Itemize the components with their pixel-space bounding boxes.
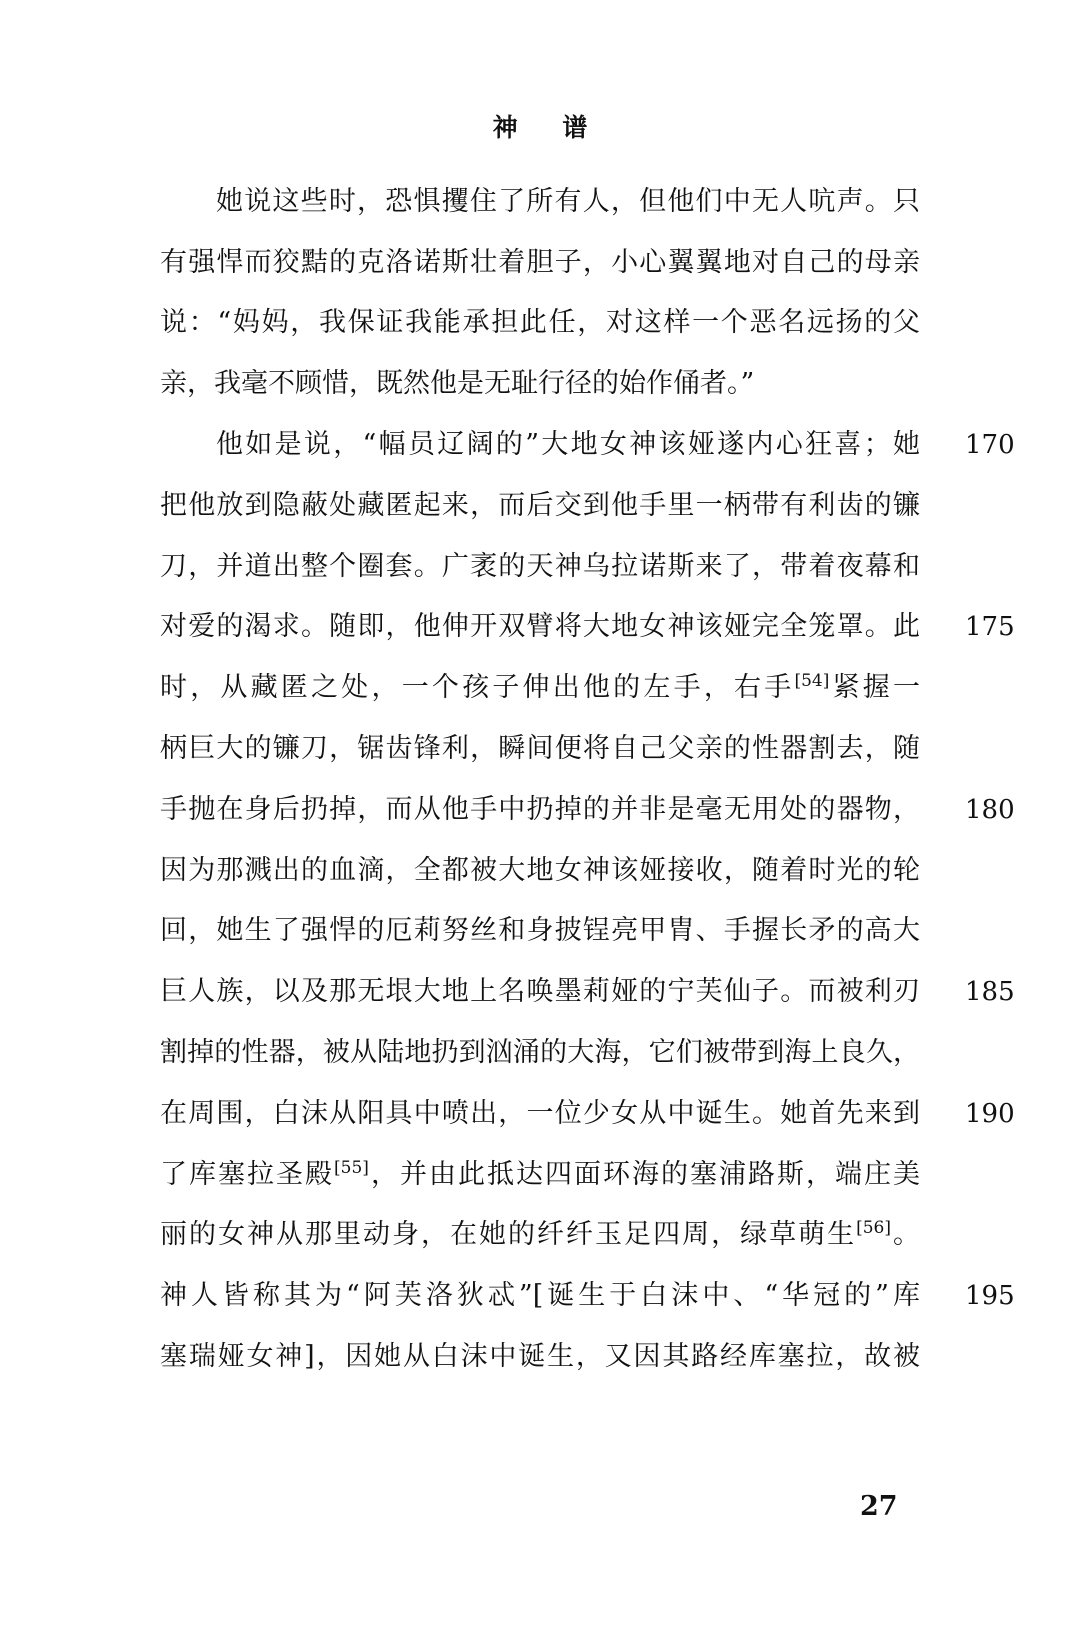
line-number: 190: [965, 1099, 1015, 1129]
text-line: [160, 668, 920, 708]
text-line: 对爱的渴求。随即，他伸开双臂将大地女神该娅完全笼罩。此: [160, 611, 920, 642]
text-line: 塞瑞娅女神]，因她从白沫中诞生，又因其路经库塞拉，故被: [160, 1341, 920, 1372]
text-segment: ，并由此抵达四面环海的塞浦路斯，端庄美: [368, 1159, 920, 1190]
line-number: 170: [965, 430, 1015, 460]
line-number: 180: [965, 795, 1015, 825]
text-line: [160, 1155, 920, 1195]
text-line: 她说这些时，恐惧攫住了所有人，但他们中无人吭声。只: [216, 186, 920, 217]
text-segment: 丽的女神从那里动身，在她的纤纤玉足四周，绿草萌生: [160, 1219, 857, 1250]
text-segment: 了库塞拉圣殿: [160, 1159, 335, 1190]
text-line: 回，她生了强悍的厄莉努丝和身披锃亮甲胄、手握长矛的高大: [160, 915, 920, 946]
text-segment: 。: [891, 1219, 920, 1250]
footnote-reference: [54]: [794, 671, 830, 691]
text-line: 手抛在身后扔掉，而从他手中扔掉的并非是毫无用处的器物，: [160, 794, 920, 825]
text-line: 巨人族，以及那无垠大地上名唤墨莉娅的宁芙仙子。而被利刃: [160, 976, 920, 1007]
footnote-reference: [55]: [334, 1158, 369, 1178]
text-segment: 紧握一: [829, 672, 920, 703]
text-line: 割掉的性器，被从陆地扔到汹涌的大海，它们被带到海上良久，: [160, 1037, 920, 1068]
text-line: 柄巨大的镰刀，锯齿锋利，瞬间便将自己父亲的性器割去，随: [160, 733, 920, 764]
text-line: 神人皆称其为“阿芙洛狄忒”[诞生于白沫中、“华冠的”库: [160, 1280, 920, 1311]
text-line: 在周围，白沫从阳具中喷出，一位少女从中诞生。她首先来到: [160, 1098, 920, 1129]
running-header: 神 谱: [492, 113, 606, 142]
line-number: 185: [965, 977, 1015, 1007]
text-line: 说：“妈妈，我保证我能承担此任，对这样一个恶名远扬的父: [160, 307, 920, 338]
text-segment: 时，从藏匿之处，一个孩子伸出他的左手，右手: [160, 672, 795, 703]
line-number: 175: [965, 612, 1015, 642]
page-number: 27: [860, 1491, 898, 1522]
text-line: 刀，并道出整个圈套。广袤的天神乌拉诺斯来了，带着夜幕和: [160, 551, 920, 582]
text-line: 有强悍而狡黠的克洛诺斯壮着胆子，小心翼翼地对自己的母亲: [160, 247, 920, 278]
text-line: 他如是说，“幅员辽阔的”大地女神该娅遂内心狂喜；她: [216, 429, 920, 460]
line-number: 195: [965, 1281, 1015, 1311]
footnote-reference: [56]: [856, 1218, 891, 1238]
text-line: 因为那溅出的血滴，全都被大地女神该娅接收，随着时光的轮: [160, 855, 920, 886]
text-line: [160, 1215, 920, 1255]
text-line: 把他放到隐蔽处藏匿起来，而后交到他手里一柄带有利齿的镰: [160, 490, 920, 521]
text-line: 亲，我毫不顾惜，既然他是无耻行径的始作俑者。”: [160, 368, 755, 399]
